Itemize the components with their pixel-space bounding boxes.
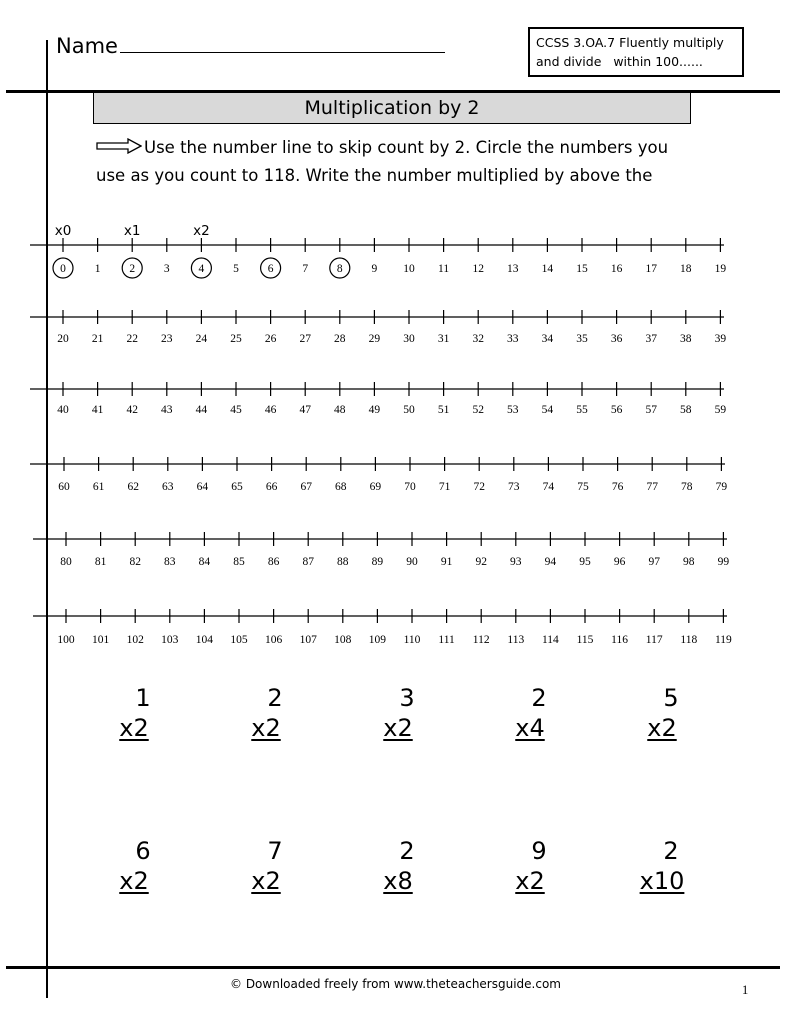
number-line-label: 33 (507, 333, 519, 345)
number-line-label: 3 (163, 263, 170, 275)
multiplication-fact (226, 683, 306, 743)
number-line-label: 94 (544, 556, 557, 568)
fact-multiplier: x2 (383, 714, 413, 742)
number-line-label: 52 (472, 404, 484, 416)
number-line-label: 82 (129, 556, 141, 568)
number-line-label: 98 (683, 556, 695, 568)
number-line-label: 62 (127, 481, 139, 493)
number-line-label: 5 (233, 263, 239, 275)
footer-credit: © Downloaded freely from www.theteachersguide.com (230, 977, 561, 991)
fact-multiplier: x2 (119, 714, 149, 742)
number-line-label: 101 (91, 634, 110, 646)
multiplier-label: x2 (193, 223, 210, 239)
number-line-label: 61 (92, 481, 105, 493)
number-line-label: 49 (368, 404, 381, 416)
number-line-label: 106 (264, 634, 283, 646)
number-line-label: 58 (680, 404, 692, 416)
number-line-label: 63 (162, 481, 174, 493)
number-line-label: 79 (715, 481, 728, 493)
number-line-label: 17 (645, 263, 657, 275)
number-line-label: 76 (611, 481, 624, 493)
page-number: 1 (742, 983, 749, 997)
instructions-text-1: Use the number line to skip count by 2. Circle the numbers you (144, 138, 669, 157)
number-line-label: 80 (60, 556, 72, 568)
number-line-label: 56 (610, 404, 623, 416)
multiplication-fact (94, 836, 174, 896)
fact-multiplicand: 7 (267, 837, 283, 865)
multiplier-label: x1 (123, 223, 141, 239)
number-line-label: 40 (57, 404, 69, 416)
standard-line-2: and divide within 100...... (536, 54, 703, 69)
number-line-label: 6 (267, 263, 274, 275)
number-line-label: 1 (94, 263, 101, 275)
number-line-label: 42 (126, 404, 138, 416)
fact-multiplier: x2 (251, 867, 281, 895)
number-line-label: 2 (129, 263, 136, 275)
multiplication-fact (622, 683, 702, 743)
number-line-label: 57 (645, 404, 657, 416)
number-line-label: 60 (58, 481, 70, 493)
number-line-label: 18 (680, 263, 692, 275)
number-line-label: 86 (267, 556, 280, 568)
standard-line-1: CCSS 3.OA.7 Fluently multiply (536, 35, 724, 50)
number-line-label: 109 (368, 634, 387, 646)
fact-multiplicand: 2 (531, 684, 547, 712)
number-line-label: 112 (472, 634, 490, 646)
number-line-label: 75 (577, 481, 589, 493)
number-line-label: 41 (91, 404, 104, 416)
fact-multiplicand: 2 (399, 837, 415, 865)
fact-multiplicand: 6 (135, 837, 151, 865)
number-line-label: 30 (403, 333, 415, 345)
fact-multiplier: x2 (515, 867, 545, 895)
multiplication-fact (622, 836, 702, 896)
number-line-label: 77 (646, 481, 658, 493)
number-line-label: 111 (438, 634, 455, 646)
fact-multiplier: x2 (647, 714, 677, 742)
number-line-label: 31 (437, 333, 450, 345)
fact-multiplier: x10 (639, 867, 685, 895)
number-line-label: 25 (230, 333, 242, 345)
number-line-label: 88 (337, 556, 349, 568)
number-line-label: 99 (717, 556, 730, 568)
number-line-label: 21 (91, 333, 104, 345)
multiplication-fact (94, 683, 174, 743)
number-line-label: 28 (334, 333, 346, 345)
number-line-label: 59 (714, 404, 727, 416)
multiplication-fact (226, 836, 306, 896)
number-line-label: 24 (195, 333, 208, 345)
number-line-label: 114 (541, 634, 559, 646)
number-line-label: 55 (576, 404, 588, 416)
number-line-label: 9 (371, 263, 378, 275)
number-line-label: 65 (231, 481, 243, 493)
number-line-label: 45 (230, 404, 242, 416)
fact-multiplicand: 5 (663, 684, 679, 712)
number-line-label: 32 (472, 333, 484, 345)
number-line-label: 71 (438, 481, 451, 493)
multiplier-label: x0 (54, 223, 72, 239)
number-line-label: 43 (161, 404, 173, 416)
number-line-label: 8 (336, 263, 343, 275)
number-line-label: 26 (264, 333, 277, 345)
number-line-label: 81 (94, 556, 107, 568)
number-line-label: 54 (541, 404, 554, 416)
number-line-label: 91 (440, 556, 453, 568)
fact-multiplicand: 2 (663, 837, 679, 865)
number-line-label: 0 (60, 263, 66, 275)
number-line-label: 51 (437, 404, 450, 416)
fact-multiplicand: 9 (531, 837, 547, 865)
number-line-label: 93 (510, 556, 522, 568)
number-line-label: 23 (161, 333, 173, 345)
number-line-label: 117 (645, 634, 663, 646)
multiplication-fact (490, 836, 570, 896)
name-label: Name (56, 34, 118, 58)
number-line-label: 53 (507, 404, 519, 416)
number-line-label: 110 (403, 634, 421, 646)
number-line-label: 12 (472, 263, 484, 275)
number-line-label: 39 (714, 333, 727, 345)
number-line-label: 115 (576, 634, 594, 646)
number-line-label: 67 (300, 481, 312, 493)
number-line-label: 87 (302, 556, 314, 568)
instructions-text-2: use as you count to 118. Write the number multiplied by above the (96, 166, 653, 185)
number-line-label: 44 (195, 404, 208, 416)
number-line-label: 104 (195, 634, 214, 646)
fact-multiplier: x8 (383, 867, 413, 895)
number-line-label: 105 (230, 634, 248, 646)
number-line-label: 70 (404, 481, 416, 493)
number-line-label: 64 (196, 481, 209, 493)
number-line-label: 11 (438, 263, 450, 275)
number-line-label: 74 (542, 481, 555, 493)
number-line-label: 68 (335, 481, 347, 493)
number-line-label: 22 (126, 333, 138, 345)
fact-multiplicand: 1 (135, 684, 151, 712)
number-line-label: 89 (371, 556, 384, 568)
number-line-label: 46 (264, 404, 277, 416)
number-line-label: 97 (648, 556, 660, 568)
number-line-label: 50 (403, 404, 415, 416)
number-line-label: 48 (334, 404, 346, 416)
number-line-label: 107 (299, 634, 317, 646)
number-line-label: 102 (126, 634, 144, 646)
multiplication-fact (490, 683, 570, 743)
fact-multiplier: x4 (515, 714, 545, 742)
number-line-label: 29 (368, 333, 381, 345)
multiplication-fact (358, 836, 438, 896)
number-line-label: 85 (233, 556, 245, 568)
number-line-label: 96 (613, 556, 626, 568)
number-line-label: 69 (369, 481, 382, 493)
number-line-label: 27 (299, 333, 311, 345)
number-line-label: 78 (681, 481, 693, 493)
number-line-label: 36 (610, 333, 623, 345)
number-line-label: 95 (579, 556, 591, 568)
number-line-label: 13 (507, 263, 519, 275)
number-line-label: 34 (541, 333, 554, 345)
worksheet-title: Multiplication by 2 (93, 92, 691, 124)
number-line-label: 118 (680, 634, 698, 646)
number-line-label: 72 (473, 481, 485, 493)
multiplication-fact (358, 683, 438, 743)
number-line-label: 15 (576, 263, 588, 275)
number-line-label: 38 (680, 333, 692, 345)
number-line-label: 7 (302, 263, 309, 275)
fact-multiplier: x2 (251, 714, 281, 742)
number-line-label: 108 (334, 634, 352, 646)
number-line-label: 19 (714, 263, 727, 275)
number-line-label: 103 (161, 634, 179, 646)
number-line-label: 113 (507, 634, 525, 646)
number-line-label: 4 (198, 263, 205, 275)
number-line-label: 100 (57, 634, 75, 646)
number-line-label: 73 (508, 481, 520, 493)
number-line-label: 83 (164, 556, 176, 568)
number-line-label: 14 (541, 263, 554, 275)
fact-multiplicand: 3 (399, 684, 415, 712)
number-line-label: 90 (406, 556, 418, 568)
number-line-label: 35 (576, 333, 588, 345)
number-line-label: 116 (611, 634, 629, 646)
fact-multiplicand: 2 (267, 684, 283, 712)
number-line-label: 47 (299, 404, 311, 416)
number-line-label: 37 (645, 333, 657, 345)
number-line-label: 66 (265, 481, 278, 493)
number-line-label: 10 (403, 263, 415, 275)
fact-multiplier: x2 (119, 867, 149, 895)
number-line-label: 16 (610, 263, 623, 275)
number-line-label: 84 (198, 556, 211, 568)
number-line-label: 92 (475, 556, 487, 568)
footer-rule (6, 966, 780, 969)
number-line-label: 20 (57, 333, 69, 345)
number-line-label: 119 (714, 634, 732, 646)
